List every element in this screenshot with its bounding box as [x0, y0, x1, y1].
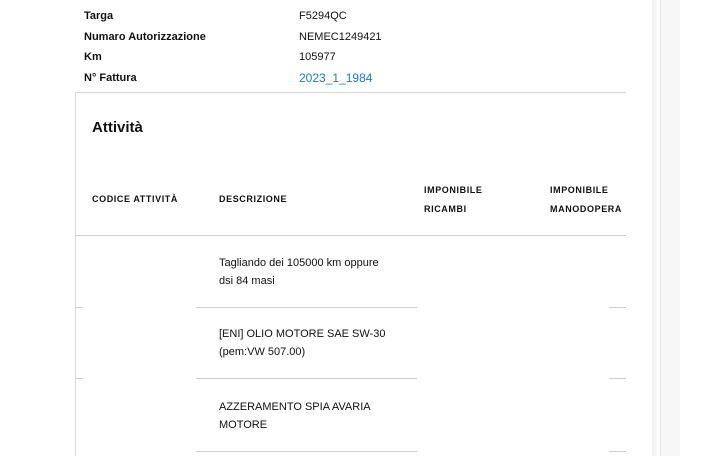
row-2-line1: [ENI] OLIO MOTORE SAE SW-30 [219, 328, 386, 340]
column-header-imponibile-manodopera-line2: MANODOPERA [550, 204, 623, 214]
row-1-line1: Tagliando dei 105000 km oppure [219, 257, 379, 269]
autorizzazione-value: NEMEC1249421 [299, 31, 382, 43]
row-2-line2: (pem:VW 507.00) [219, 346, 306, 358]
column-header-descrizione: DESCRIZIONE [219, 194, 288, 204]
row-1-tick-left [76, 307, 83, 308]
targa-value: F5294QC [299, 10, 347, 22]
table-row-description [219, 398, 404, 434]
table-row-description [219, 325, 404, 361]
km-value: 105977 [299, 51, 336, 63]
row-1-line2: dsi 84 masi [219, 275, 275, 287]
row-3-line1: AZZERAMENTO SPIA AVARIA [219, 401, 371, 413]
fattura-label: N° Fattura [84, 72, 137, 84]
scrollbar-track[interactable] [660, 0, 680, 456]
right-margin [680, 0, 724, 456]
column-header-imponibile-manodopera [550, 181, 622, 219]
row-2-tick-right [609, 378, 626, 379]
column-header-codice: CODICE ATTIVITÀ [92, 194, 178, 204]
row-3-line2: MOTORE [219, 419, 268, 431]
row-3-tick-right [609, 451, 626, 452]
column-header-imponibile-manodopera-line1: IMPONIBILE [550, 185, 609, 195]
content-edge-shadow [652, 0, 660, 456]
targa-label: Targa [84, 10, 114, 22]
column-header-imponibile-ricambi-line1: IMPONIBILE [424, 185, 483, 195]
row-3-divider [196, 451, 417, 452]
km-label: Km [84, 51, 102, 63]
column-header-imponibile-ricambi [424, 181, 483, 219]
fattura-link[interactable]: 2023_1_1984 [299, 71, 373, 85]
activities-title: Attività [92, 119, 143, 136]
column-header-imponibile-ricambi-line2: RICAMBI [424, 204, 467, 214]
row-2-tick-left [76, 378, 83, 379]
table-row-description [219, 254, 404, 290]
header-divider [76, 235, 626, 236]
row-1-divider [196, 307, 417, 308]
row-1-tick-right [609, 307, 626, 308]
row-2-divider [196, 378, 417, 379]
autorizzazione-label: Numaro Autorizzazione [84, 31, 206, 43]
